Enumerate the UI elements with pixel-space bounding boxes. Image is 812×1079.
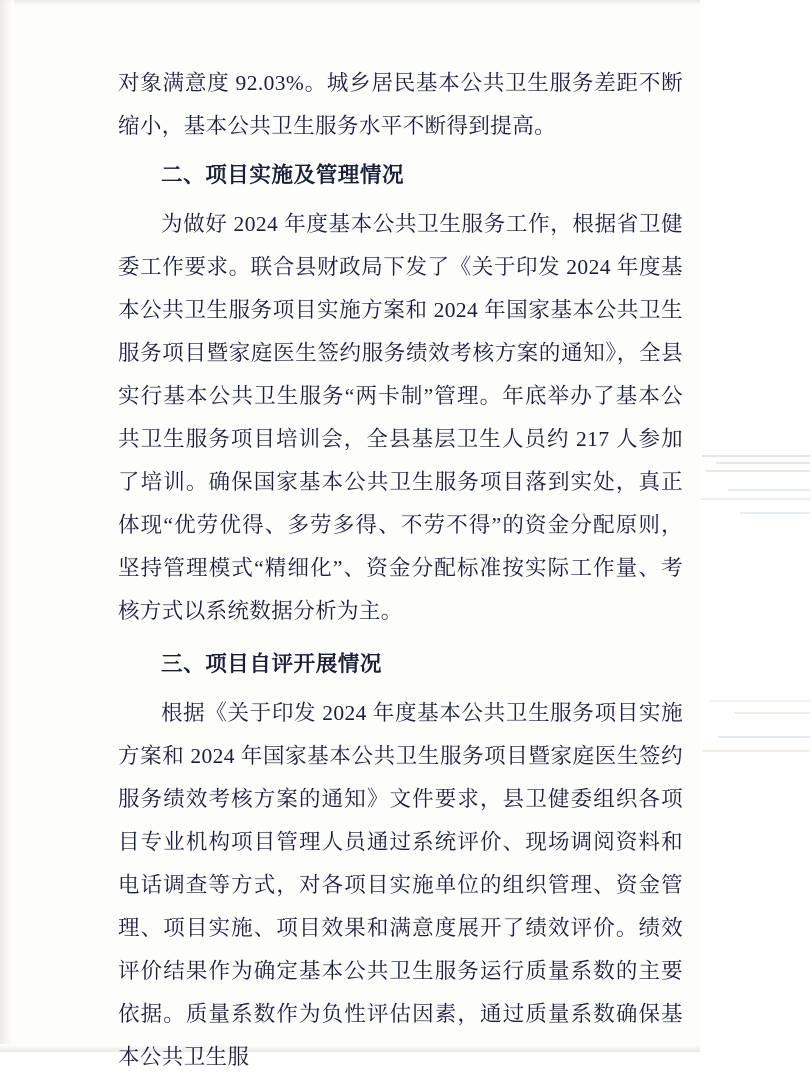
scan-edge-left bbox=[0, 0, 14, 1052]
paragraph-satisfaction-summary: 对象满意度 92.03%。城乡居民基本公共卫生服务差距不断缩小，基本公共卫生服务水平不断得到提高。 bbox=[118, 71, 683, 138]
paragraph-self-evaluation: 根据《关于印发 2024 年度基本公共卫生服务项目实施方案和 2024 年国家基本公共卫生服务项目暨家庭医生签约服务绩效考核方案的通知》文件要求，县卫健委组织各项目专业机构项目管理人员通过系统评价、现场调阅资料和电话调查等方式，对各项目实施单位的组织管理、资金管理、项目实施、项目效果和满意度展开了绩效评价。绩效评价结果作为确定基本公共卫生服务运行质量系数的主要依据。质量系数作为负性评估因素，通过质量系数确保基本公共卫生服 bbox=[118, 701, 683, 1069]
scan-edge-right bbox=[700, 0, 812, 1052]
document-body bbox=[118, 62, 683, 1079]
section-heading-three: 三、项目自评开展情况 bbox=[161, 652, 383, 676]
section-heading-two: 二、项目实施及管理情况 bbox=[161, 163, 405, 187]
spacer bbox=[118, 633, 683, 643]
scan-edge-top bbox=[0, 0, 812, 6]
paragraph-implementation-management: 为做好 2024 年度基本公共卫生服务工作，根据省卫健委工作要求。联合县财政局下发了《关于印发 2024 年度基本公共卫生服务项目实施方案和 2024 年国家基本公共卫生服务项目暨家庭医生签约服务绩效考核方案的通知》，全县实行基本公共卫生服务“两卡制”管理。年底举办了基本公共卫生服务项目培训会，全县基层卫生人员约 217 人参加了培训。确保国家基本公共卫生服务项目落到实处，真正体现“优劳优得、多劳多得、不劳不得”的资金分配原则，坚持管理模式“精细化”、资金分配标准按实际工作量、考核方式以系统数据分析为主。 bbox=[118, 212, 683, 623]
